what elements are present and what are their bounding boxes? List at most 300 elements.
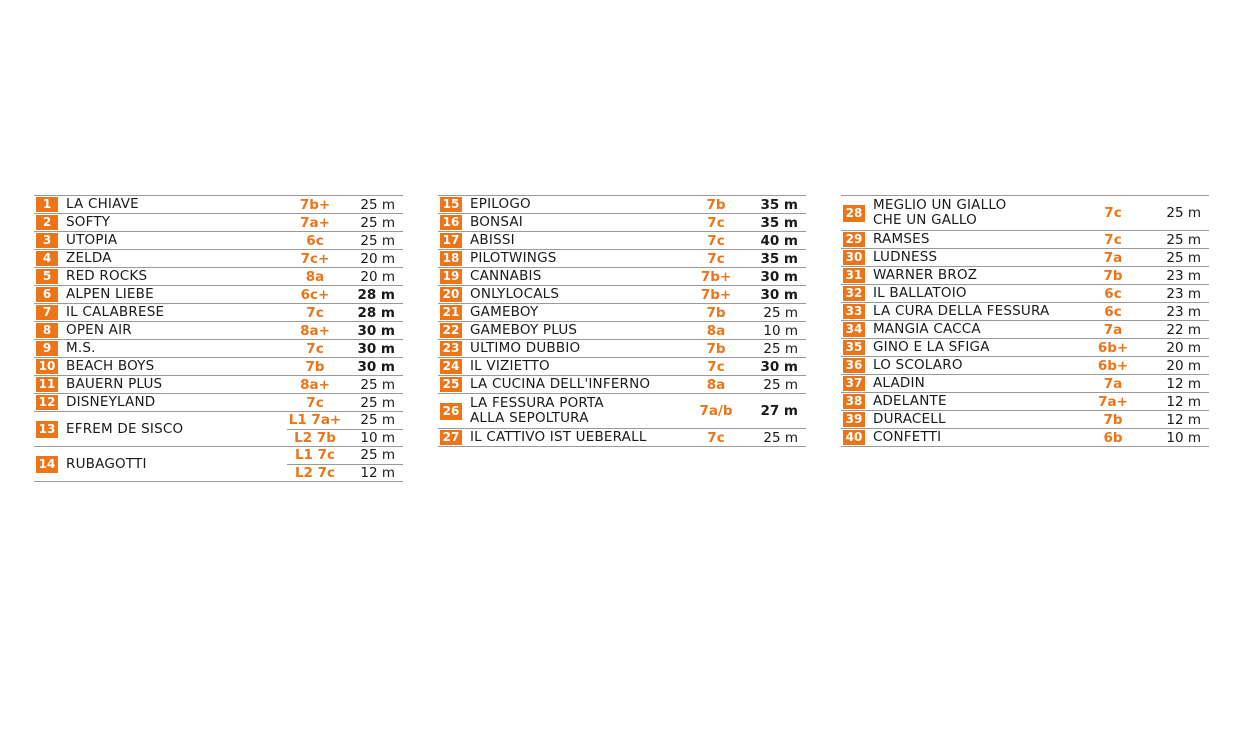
route-name-line: MANGIA CACCA [873, 321, 981, 337]
route-length: 27 m [760, 403, 798, 419]
route-length: 10 m [763, 322, 798, 339]
route-length: 35 m [760, 196, 798, 213]
route-grade: 8a [706, 322, 726, 339]
route-number-badge: 23 [440, 341, 462, 356]
route-length: 12 m [1166, 411, 1201, 428]
route-row [438, 303, 806, 321]
route-name-line: RAMSES [873, 231, 930, 247]
pitch-row [287, 376, 403, 393]
route-name-line: ONLYLOCALS [470, 286, 560, 302]
pitch-row [688, 358, 806, 375]
route-row [438, 285, 806, 303]
route-name-line: CANNABIS [470, 268, 542, 284]
route-number-cell [841, 339, 867, 356]
route-pitches [287, 412, 403, 446]
route-number-badge: 22 [440, 323, 462, 338]
route-length: 30 m [760, 286, 798, 303]
route-name-line: BAUERN PLUS [66, 376, 163, 392]
route-name [60, 447, 287, 481]
route-row [841, 266, 1209, 284]
route-number-cell [438, 268, 464, 285]
route-grade: L2 7c [294, 464, 336, 481]
route-name [60, 322, 287, 339]
route-row [841, 374, 1209, 392]
route-length: 25 m [763, 304, 798, 321]
route-length: 25 m [360, 376, 395, 393]
pitch-row [1083, 321, 1209, 338]
route-pitches [1083, 196, 1209, 230]
route-length: 20 m [360, 268, 395, 285]
pitch-row [688, 429, 806, 446]
route-number-badge: 40 [843, 430, 865, 445]
route-grade: 6b [1103, 429, 1123, 446]
pitch-row [287, 232, 403, 249]
route-number-cell [438, 232, 464, 249]
route-name-line: DISNEYLAND [66, 394, 156, 410]
route-pitches [287, 376, 403, 393]
pitch-row [688, 304, 806, 321]
route-number-cell [34, 232, 60, 249]
pitch-row [287, 286, 403, 303]
pitch-row [1083, 196, 1209, 230]
route-row [841, 284, 1209, 302]
route-name-line: MEGLIO UN GIALLO [873, 197, 1007, 213]
route-number-badge: 15 [440, 197, 462, 212]
route-row [438, 375, 806, 393]
route-number-cell [438, 304, 464, 321]
route-number-cell [841, 393, 867, 410]
route-pitches [287, 304, 403, 321]
route-name-line: SOFTY [66, 214, 111, 230]
route-number-cell [438, 214, 464, 231]
route-name-line: EFREM DE SISCO [66, 420, 184, 437]
route-name-line: IL CALABRESE [66, 304, 165, 320]
pitch-row [287, 214, 403, 231]
route-name [464, 340, 688, 357]
route-name [867, 249, 1083, 266]
route-pitches [1083, 267, 1209, 284]
pitch-row [1083, 393, 1209, 410]
pitch-row [1083, 375, 1209, 392]
route-number-badge: 16 [440, 215, 462, 230]
route-row [34, 213, 403, 231]
pitch-row [287, 429, 403, 447]
route-number-badge: 32 [843, 286, 865, 301]
route-length: 35 m [760, 214, 798, 231]
route-row [438, 339, 806, 357]
pitch-row [287, 394, 403, 411]
route-grade: 7b [706, 304, 726, 321]
pitch-row [287, 412, 403, 429]
route-name [60, 268, 287, 285]
route-name-line: LA CURA DELLA FESSURA [873, 303, 1050, 319]
route-length: 30 m [357, 340, 395, 357]
route-number-badge: 17 [440, 233, 462, 248]
pitch-row [688, 322, 806, 339]
route-row [438, 213, 806, 231]
route-name [60, 250, 287, 267]
route-name-line: LO SCOLARO [873, 357, 963, 373]
route-name-line: BONSAI [470, 214, 523, 230]
route-number-badge: 25 [440, 377, 462, 392]
route-number-cell [438, 250, 464, 267]
route-row [841, 195, 1209, 230]
pitch-row [287, 250, 403, 267]
route-pitches [1083, 303, 1209, 320]
route-grade: L1 7a+ [288, 412, 342, 429]
route-row [438, 267, 806, 285]
route-pitches [287, 268, 403, 285]
route-grade: 7c [306, 340, 324, 357]
route-pitches [688, 429, 806, 446]
route-name-line: ULTIMO DUBBIO [470, 340, 581, 356]
route-name [867, 267, 1083, 284]
route-name [464, 322, 688, 339]
pitch-row [1083, 303, 1209, 320]
route-name-line: CHE UN GALLO [873, 212, 977, 228]
route-name [867, 285, 1083, 302]
route-row [34, 375, 403, 393]
route-row [438, 357, 806, 375]
route-length: 25 m [360, 232, 395, 249]
route-number-cell [34, 286, 60, 303]
route-pitches [1083, 285, 1209, 302]
route-name [60, 376, 287, 393]
route-name [464, 429, 688, 446]
route-grade: 6b+ [1097, 357, 1129, 374]
route-length: 30 m [760, 268, 798, 285]
route-name-line: ALADIN [873, 375, 925, 391]
route-pitches [688, 376, 806, 393]
pitch-row [688, 394, 806, 428]
pitch-row [1083, 411, 1209, 428]
route-name [60, 232, 287, 249]
route-row [34, 411, 403, 446]
route-pitches [1083, 321, 1209, 338]
pitch-row [287, 340, 403, 357]
pitch-row [1083, 285, 1209, 302]
route-number-badge: 12 [36, 395, 58, 410]
route-pitches [1083, 249, 1209, 266]
route-pitches [287, 340, 403, 357]
route-row [34, 446, 403, 482]
route-pitches [688, 358, 806, 375]
pitch-row [688, 250, 806, 267]
route-number-badge: 38 [843, 394, 865, 409]
route-grade: L2 7b [294, 429, 336, 446]
route-length: 23 m [1166, 267, 1201, 284]
route-name [60, 358, 287, 375]
pitch-row [688, 340, 806, 357]
route-length: 25 m [360, 412, 395, 429]
route-grade: 7b [706, 340, 726, 357]
route-length: 25 m [1166, 205, 1201, 221]
route-pitches [1083, 393, 1209, 410]
route-list-column-1 [34, 195, 403, 482]
route-name-line: LUDNESS [873, 249, 938, 265]
route-length: 22 m [1166, 321, 1201, 338]
pitch-row [287, 447, 403, 464]
route-row [34, 303, 403, 321]
route-number-cell [841, 303, 867, 320]
route-grade: 7b [305, 358, 325, 375]
route-length: 25 m [360, 214, 395, 231]
route-number-cell [438, 376, 464, 393]
route-number-cell [841, 357, 867, 374]
pitch-row [1083, 249, 1209, 266]
route-name [60, 286, 287, 303]
route-pitches [287, 214, 403, 231]
route-name [867, 375, 1083, 392]
route-name-line: ZELDA [66, 250, 112, 266]
route-pitches [287, 447, 403, 481]
route-name [464, 232, 688, 249]
pitch-row [1083, 267, 1209, 284]
route-number-cell [34, 358, 60, 375]
route-number-badge: 6 [36, 287, 58, 302]
pitch-row [1083, 339, 1209, 356]
route-name-line: IL VIZIETTO [470, 358, 550, 374]
route-number-cell [34, 304, 60, 321]
route-grade: 7c [707, 429, 725, 446]
route-row [841, 320, 1209, 338]
route-name [867, 339, 1083, 356]
route-pitches [287, 250, 403, 267]
route-number-badge: 8 [36, 323, 58, 338]
route-pitches [688, 196, 806, 213]
route-row [34, 267, 403, 285]
route-name [867, 303, 1083, 320]
route-grade: 7a [1103, 375, 1123, 392]
route-number-cell [438, 196, 464, 213]
route-length: 30 m [760, 358, 798, 375]
route-name-line: DURACELL [873, 411, 946, 427]
route-number-badge: 20 [440, 287, 462, 302]
route-grade: 7c [1104, 205, 1122, 221]
route-name-line: EPILOGO [470, 196, 531, 212]
route-name [60, 340, 287, 357]
route-pitches [688, 394, 806, 428]
route-grade: 7c [306, 394, 324, 411]
route-number-badge: 37 [843, 376, 865, 391]
route-name [867, 357, 1083, 374]
route-row [34, 231, 403, 249]
route-length: 30 m [357, 358, 395, 375]
route-name-line: GAMEBOY [470, 304, 539, 320]
route-name-line: CONFETTI [873, 429, 942, 445]
route-grade: 7b+ [700, 268, 732, 285]
route-grade: 7a [1103, 249, 1123, 266]
route-name-line: ALPEN LIEBE [66, 286, 154, 302]
pitch-row [688, 196, 806, 213]
route-name-line: LA FESSURA PORTA [470, 395, 604, 411]
route-length: 28 m [357, 304, 395, 321]
route-name [464, 394, 688, 428]
route-name [867, 411, 1083, 428]
route-grade: 6c [1104, 303, 1122, 320]
route-list-column-3 [841, 195, 1209, 447]
route-row [438, 393, 806, 428]
route-name [867, 321, 1083, 338]
route-name-line: ABISSI [470, 232, 515, 248]
route-number-badge: 30 [843, 250, 865, 265]
route-name-line: BEACH BOYS [66, 358, 155, 374]
pitch-row [287, 268, 403, 285]
route-grade: 7a+ [1098, 393, 1128, 410]
route-row [438, 321, 806, 339]
route-name [60, 304, 287, 321]
route-pitches [688, 322, 806, 339]
pitch-row [688, 268, 806, 285]
route-name-line: OPEN AIR [66, 322, 132, 338]
pitch-row [1083, 231, 1209, 248]
route-grade: 6b+ [1097, 339, 1129, 356]
route-name [60, 214, 287, 231]
route-pitches [688, 286, 806, 303]
route-grade: 7c [707, 358, 725, 375]
route-number-cell [841, 249, 867, 266]
route-length: 20 m [360, 250, 395, 267]
route-number-cell [438, 322, 464, 339]
route-length: 25 m [360, 447, 395, 464]
route-number-cell [34, 412, 60, 446]
route-grade: 7a+ [300, 214, 330, 231]
route-number-badge: 24 [440, 359, 462, 374]
route-name [464, 250, 688, 267]
route-grade: 7a/b [699, 403, 733, 419]
route-number-cell [438, 286, 464, 303]
route-length: 30 m [357, 322, 395, 339]
route-grade: 7c [707, 214, 725, 231]
route-grade: 7b [1103, 267, 1123, 284]
route-name-line: PILOTWINGS [470, 250, 557, 266]
route-name-line: IL BALLATOIO [873, 285, 967, 301]
route-number-badge: 9 [36, 341, 58, 356]
route-name-line: ADELANTE [873, 393, 947, 409]
route-name-line: WARNER BROZ [873, 267, 978, 283]
route-name [464, 268, 688, 285]
route-number-badge: 28 [843, 205, 865, 222]
route-grade: 7c [1104, 231, 1122, 248]
route-number-badge: 2 [36, 215, 58, 230]
route-number-cell [34, 250, 60, 267]
pitch-row [688, 376, 806, 393]
route-number-badge: 21 [440, 305, 462, 320]
route-name [60, 196, 287, 213]
route-pitches [688, 214, 806, 231]
route-pitches [688, 232, 806, 249]
route-grade: 8a [706, 376, 726, 393]
route-length: 23 m [1166, 303, 1201, 320]
route-list-column-2 [438, 195, 806, 447]
route-pitches [287, 322, 403, 339]
route-pitches [1083, 231, 1209, 248]
route-row [841, 302, 1209, 320]
route-pitches [1083, 429, 1209, 446]
route-name [867, 429, 1083, 446]
route-number-cell [438, 358, 464, 375]
pitch-row [688, 214, 806, 231]
route-grade: 8a [305, 268, 325, 285]
route-number-badge: 36 [843, 358, 865, 373]
pitch-row [287, 196, 403, 213]
route-number-cell [841, 285, 867, 302]
route-length: 40 m [760, 232, 798, 249]
route-number-cell [438, 394, 464, 428]
route-row [438, 249, 806, 267]
route-name-line: IL CATTIVO IST UEBERALL [470, 429, 647, 445]
route-name [464, 304, 688, 321]
route-length: 10 m [1166, 429, 1201, 446]
route-pitches [1083, 375, 1209, 392]
route-number-badge: 5 [36, 269, 58, 284]
pitch-row [287, 464, 403, 482]
route-length: 20 m [1166, 357, 1201, 374]
pitch-row [287, 304, 403, 321]
route-number-badge: 11 [36, 377, 58, 392]
route-name [867, 196, 1083, 230]
route-length: 10 m [360, 429, 395, 446]
route-number-cell [841, 429, 867, 446]
route-pitches [287, 358, 403, 375]
route-number-cell [841, 375, 867, 392]
route-number-badge: 26 [440, 403, 462, 420]
route-row [841, 248, 1209, 266]
route-grade: 7c [707, 232, 725, 249]
route-number-cell [34, 214, 60, 231]
route-row [841, 356, 1209, 374]
route-number-badge: 4 [36, 251, 58, 266]
route-number-badge: 19 [440, 269, 462, 284]
route-length: 12 m [1166, 375, 1201, 392]
route-grade: 7c+ [300, 250, 330, 267]
route-grade: 7a [1103, 321, 1123, 338]
route-row [34, 249, 403, 267]
route-name [60, 412, 287, 446]
route-row [841, 428, 1209, 447]
route-grade: 8a+ [300, 376, 330, 393]
route-grade: 7b [1103, 411, 1123, 428]
route-number-cell [841, 231, 867, 248]
route-grade: 8a+ [300, 322, 330, 339]
route-number-badge: 10 [36, 359, 58, 374]
route-number-badge: 14 [36, 456, 58, 473]
route-number-badge: 34 [843, 322, 865, 337]
route-row [841, 230, 1209, 248]
route-length: 25 m [763, 376, 798, 393]
route-pitches [688, 340, 806, 357]
route-name [464, 376, 688, 393]
route-row [841, 338, 1209, 356]
route-name-line: RUBAGOTTI [66, 455, 147, 472]
route-pitches [287, 232, 403, 249]
route-number-cell [34, 394, 60, 411]
route-name [464, 286, 688, 303]
route-name-line: GAMEBOY PLUS [470, 322, 578, 338]
route-pitches [287, 196, 403, 213]
route-number-cell [841, 411, 867, 428]
route-row [34, 195, 403, 213]
route-length: 25 m [360, 394, 395, 411]
route-name-line: UTOPIA [66, 232, 118, 248]
route-row [438, 231, 806, 249]
route-number-badge: 29 [843, 232, 865, 247]
route-number-cell [841, 267, 867, 284]
route-row [34, 357, 403, 375]
route-pitches [1083, 411, 1209, 428]
route-number-badge: 1 [36, 197, 58, 212]
route-length: 25 m [1166, 231, 1201, 248]
